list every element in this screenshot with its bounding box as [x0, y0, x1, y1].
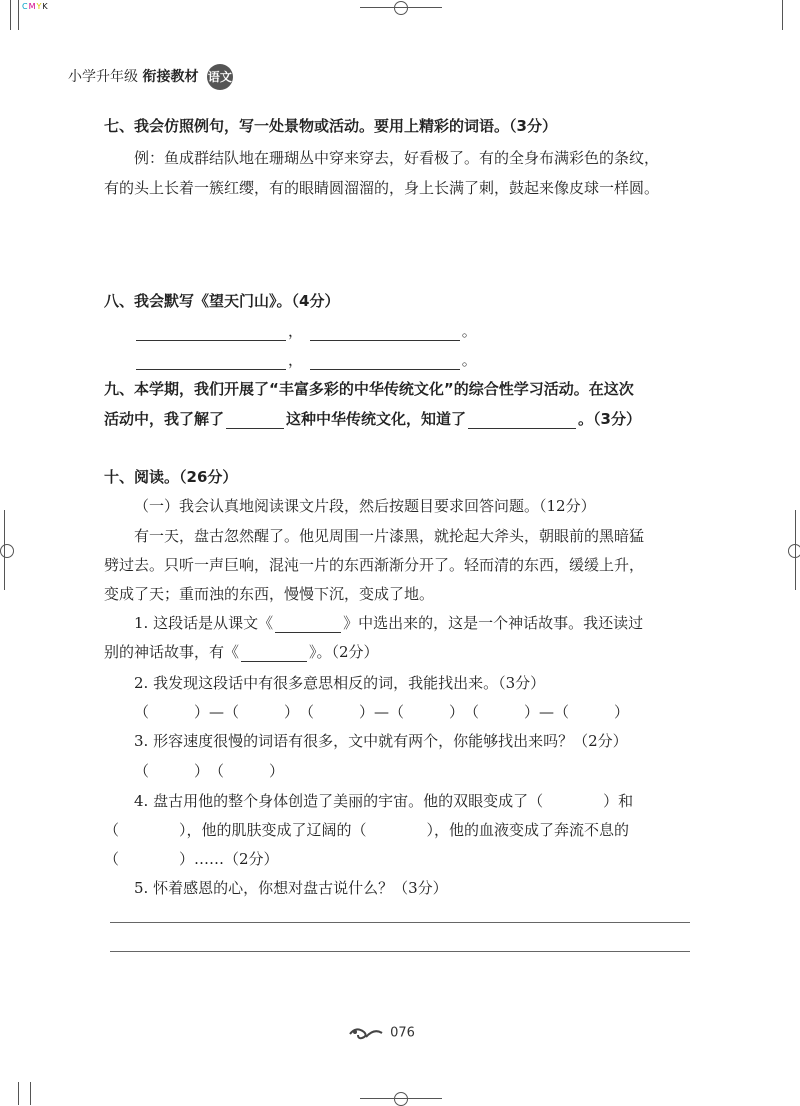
q7-example-line1: 例：鱼成群结队地在珊瑚丛中穿来穿去，好看极了。有的全身布满彩色的条纹，	[134, 149, 660, 167]
poem-blank[interactable]	[310, 325, 460, 341]
answer-blank[interactable]	[275, 617, 341, 633]
comma: ，	[288, 322, 304, 340]
subq4-line1: 4. 盘古用他的整个身体创造了美丽的宇宙。他的双眼变成了（ ）和	[134, 792, 634, 810]
answer-blank[interactable]	[226, 413, 284, 429]
subq1-line2	[104, 641, 379, 662]
passage-line: 劈过去。只听一声巨响，混沌一片的东西渐渐分开了。轻而清的东西，缓缓上升，	[104, 556, 645, 574]
subq4-line2: （ ），他的肌肤变成了辽阔的（ ），他的血液变成了奔流不息的	[104, 821, 630, 839]
crop-mark	[10, 0, 11, 30]
q9-text-c: 。（3分）	[578, 410, 641, 428]
poem-blank[interactable]	[136, 325, 286, 341]
swirl-ornament-icon	[346, 1024, 386, 1042]
q8-row2	[134, 349, 477, 370]
q8-heading: 八、我会默写《望天门山》。（4分）	[104, 292, 340, 310]
cmyk-c: C	[22, 2, 29, 11]
crop-mark	[18, 0, 19, 30]
subq2: 2. 我发现这段话中有很多意思相反的词，我能找出来。（3分）	[134, 674, 546, 692]
subq5: 5. 怀着感恩的心，你想对盘古说什么？（3分）	[134, 879, 448, 897]
period: 。	[461, 322, 477, 340]
q10-heading: 十、阅读。（26分）	[104, 468, 238, 486]
subq1-text: 》。（2分）	[309, 643, 379, 661]
subq1-text: 》中选出来的，这是一个神话故事。我还读过	[343, 614, 644, 632]
running-header	[68, 64, 233, 90]
subq1-text: 1. 这段话是从课文《	[134, 614, 274, 632]
subq3-answer-row[interactable]: （ ） （ ）	[134, 762, 285, 780]
q9-line2	[104, 408, 641, 429]
registration-mark-icon	[0, 544, 14, 558]
subq4-line3: （ ）……（2分）	[104, 850, 279, 868]
q9-text-a: 活动中，我了解了	[104, 410, 225, 428]
page-number: 076	[390, 1025, 415, 1041]
q10-part1-intro: （一）我会认真地阅读课文片段，然后按题目要求回答问题。（12分）	[134, 497, 596, 515]
crop-mark	[30, 1082, 31, 1105]
subq1-line1	[134, 612, 643, 633]
cmyk-k: K	[42, 2, 49, 11]
page-footer	[346, 1024, 415, 1042]
period: 。	[461, 351, 477, 369]
header-prefix: 小学升年级	[68, 69, 138, 85]
passage-line: 有一天，盘古忽然醒了。他见周围一片漆黑，就抡起大斧头，朝眼前的黑暗猛	[134, 527, 645, 545]
crop-mark	[782, 0, 783, 30]
comma: ，	[288, 351, 304, 369]
registration-mark-icon	[788, 544, 800, 558]
subject-badge: 语文	[207, 64, 233, 90]
poem-blank[interactable]	[310, 354, 460, 370]
cmyk-m: M	[28, 2, 37, 11]
q9-line1: 九、本学期，我们开展了“丰富多彩的中华传统文化”的综合性学习活动。在这次	[104, 380, 634, 398]
answer-line[interactable]	[110, 951, 690, 952]
cmyk-color-bar	[22, 2, 49, 11]
subq3: 3. 形容速度很慢的词语有很多，文中就有两个，你能够找出来吗？（2分）	[134, 732, 628, 750]
answer-blank[interactable]	[241, 646, 307, 662]
passage-line: 变成了天；重而浊的东西，慢慢下沉，变成了地。	[104, 585, 435, 603]
crop-mark	[18, 1082, 19, 1105]
answer-blank[interactable]	[468, 413, 576, 429]
header-title: 衔接教材	[142, 69, 199, 85]
q8-row1	[134, 320, 477, 341]
registration-mark-icon	[394, 1092, 408, 1106]
poem-blank[interactable]	[136, 354, 286, 370]
subq1-text: 别的神话故事，有《	[104, 643, 240, 661]
answer-line[interactable]	[110, 922, 690, 923]
subq2-answer-row[interactable]: （ ）—（ ） （ ）—（ ） （ ）—（ ）	[134, 703, 630, 721]
cmyk-y: Y	[36, 2, 43, 11]
q7-heading: 七、我会仿照例句，写一处景物或活动。要用上精彩的词语。（3分）	[104, 117, 557, 135]
registration-mark-icon	[394, 1, 408, 15]
q9-text-b: 这种中华传统文化，知道了	[286, 410, 467, 428]
q7-example-line2: 有的头上长着一簇红缨，有的眼睛圆溜溜的，身上长满了刺，鼓起来像皮球一样圆。	[104, 179, 660, 197]
